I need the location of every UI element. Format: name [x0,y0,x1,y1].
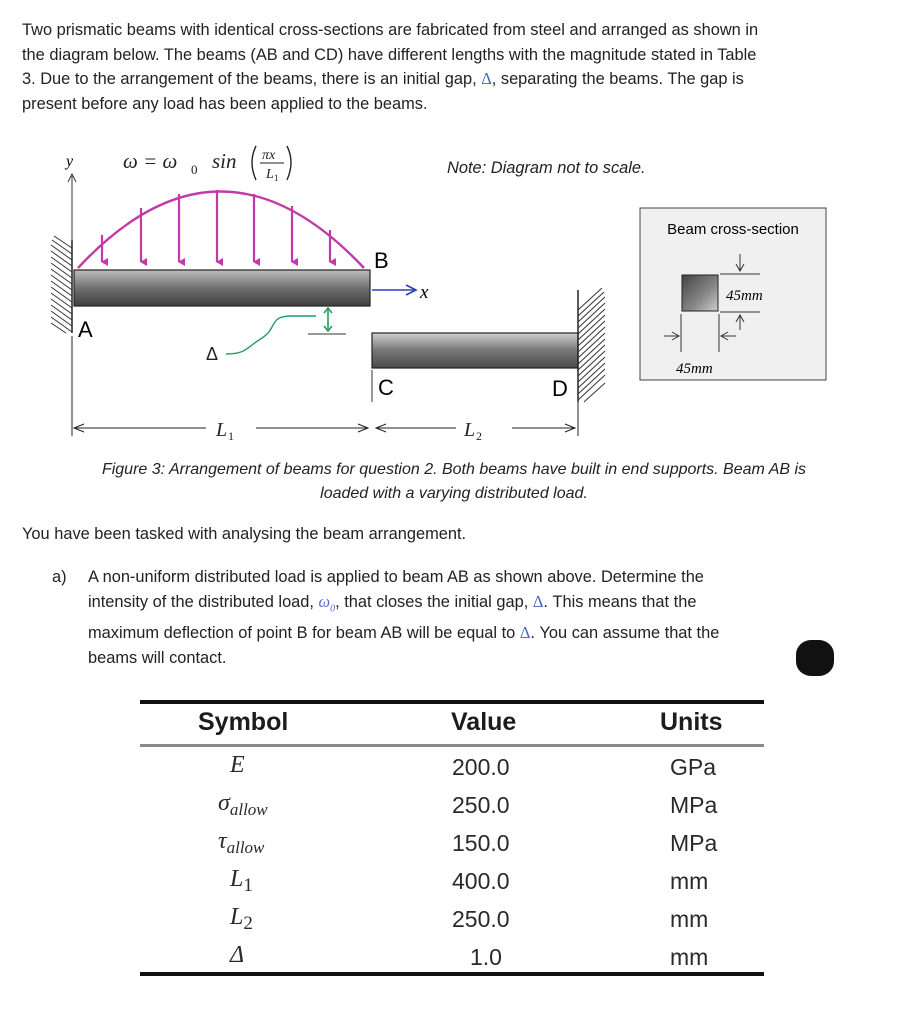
task-text: You have been tasked with analysing the beam arrangement. [22,525,467,543]
gap-annotation [206,308,346,364]
beam-cd [372,333,578,368]
table-row-3-units: mm [670,868,709,894]
gap-symbol-q: Δ [532,591,544,611]
question-line-2-start: intensity of the distributed load, [88,592,319,611]
intro-line-2: the diagram below. The beams (AB and CD) have different lengths with the magnitude stated in Table [22,45,757,64]
table-row-0-value: 200.0 [452,754,510,780]
omega-symbol: ω [318,591,331,611]
cross-section-title: Beam cross-section [667,221,799,238]
header-symbol: Symbol [198,708,289,736]
symbol-main: σ [218,790,230,816]
table-row-4-symbol [230,904,253,934]
cross-section-height: 45mm [726,288,763,304]
table-row-3-value: 400.0 [452,868,510,894]
wall-support-right [578,288,605,402]
gap-symbol-q2: Δ [519,623,531,643]
symbol-main: L [230,866,244,892]
table-row-2-value: 150.0 [452,830,510,856]
x-axis-label: x [420,282,429,303]
length2-label: L [464,419,476,440]
load-equation [123,146,291,183]
y-axis [64,153,76,240]
table-row-0-symbol [230,752,245,779]
symbol-sub: 1 [243,875,253,896]
length1-sub: 1 [228,429,234,440]
intro-line-3 [22,67,852,92]
table-row-4-units: mm [670,906,709,932]
symbol-main: L [230,904,244,930]
question-a [52,565,812,670]
question-line-3-start: maximum deflection of point B for beam AB will be equal to [88,624,520,643]
point-c-label: C [378,375,394,400]
load-equation-den: L [266,167,274,182]
symbol-sub: allow [229,800,268,819]
table-row-1-units: MPa [670,792,718,818]
table-row-1-symbol [218,790,268,817]
cross-section-square [682,275,718,311]
cross-section-width: 45mm [676,361,713,377]
cross-section-box [640,208,826,380]
question-line-3-end: . You can assume that the [530,624,720,643]
point-d-label: D [552,376,568,401]
header-units: Units [660,708,723,736]
omega-sub: 0 [330,602,336,614]
point-b-label: B [374,248,389,273]
caption-line-2: loaded with a varying distributed load. [320,485,588,502]
symbol-main: τ [218,828,227,854]
question-line-2 [88,590,812,622]
load-equation-sub: 0 [191,162,198,177]
x-axis [372,282,429,303]
redaction-mark [796,640,834,676]
figure-caption [20,458,888,506]
length1-label: L [216,419,228,440]
question-line-2-mid: , that closes the initial gap, [335,592,533,611]
length2-sub: 2 [476,429,482,440]
y-axis-label: y [66,153,74,170]
load-equation-lhs: ω = ω [123,149,178,173]
table-row-2-units: MPa [670,830,718,856]
header-value: Value [451,708,517,736]
table-row-5-symbol [230,942,244,969]
diagram-note: Note: Diagram not to scale. [447,159,646,177]
symbol-main: Δ [230,942,245,968]
load-equation-den-sub: 1 [274,173,279,183]
intro-line-3-start: 3. Due to the arrangement of the beams, there is an initial gap, [22,70,482,88]
caption-line-1: Figure 3: Arrangement of beams for question 2. Both beams have built in end supports. Beam AB is [101,461,807,478]
question-line-2-end: . This means that the [543,592,697,611]
symbol-sub: 2 [243,913,253,934]
gap-symbol: Δ [481,69,492,88]
table-row-0-units: GPa [670,754,717,780]
table-row-4-value: 250.0 [452,906,510,932]
wall-support-left [51,236,72,333]
symbol-sub: allow [226,838,265,857]
intro-paragraph [22,18,852,116]
distributed-load [78,190,364,268]
table-row-3-symbol [230,866,253,896]
table-top-rule [140,700,764,704]
table-row-5-value: 1.0 [470,944,502,970]
intro-line-3-end: , separating the beams. The gap is [491,70,744,88]
question-label: a) [52,568,67,586]
question-line-1: A non-uniform distributed load is applied to beam AB as shown above. Determine the [88,568,704,586]
intro-line-1: Two prismatic beams with identical cross-sections are fabricated from steel and arranged as shown in [22,21,759,39]
load-equation-sin: sin [212,149,237,173]
load-equation-num: πx [262,148,276,163]
table-bottom-rule [140,972,764,976]
gap-label: Δ [206,344,219,364]
table-row-2-symbol [218,828,264,855]
table-row-5-units: mm [670,944,709,970]
table-header-rule [140,744,764,747]
question-line-3 [88,621,812,646]
intro-line-4: present before any load has been applied to the beams. [22,94,428,113]
point-a-label: A [78,317,93,342]
question-line-4: beams will contact. [88,648,227,667]
beam-diagram [0,140,908,440]
symbol-main: E [230,752,245,778]
beam-ab [74,270,370,306]
table-row-1-value: 250.0 [452,792,510,818]
